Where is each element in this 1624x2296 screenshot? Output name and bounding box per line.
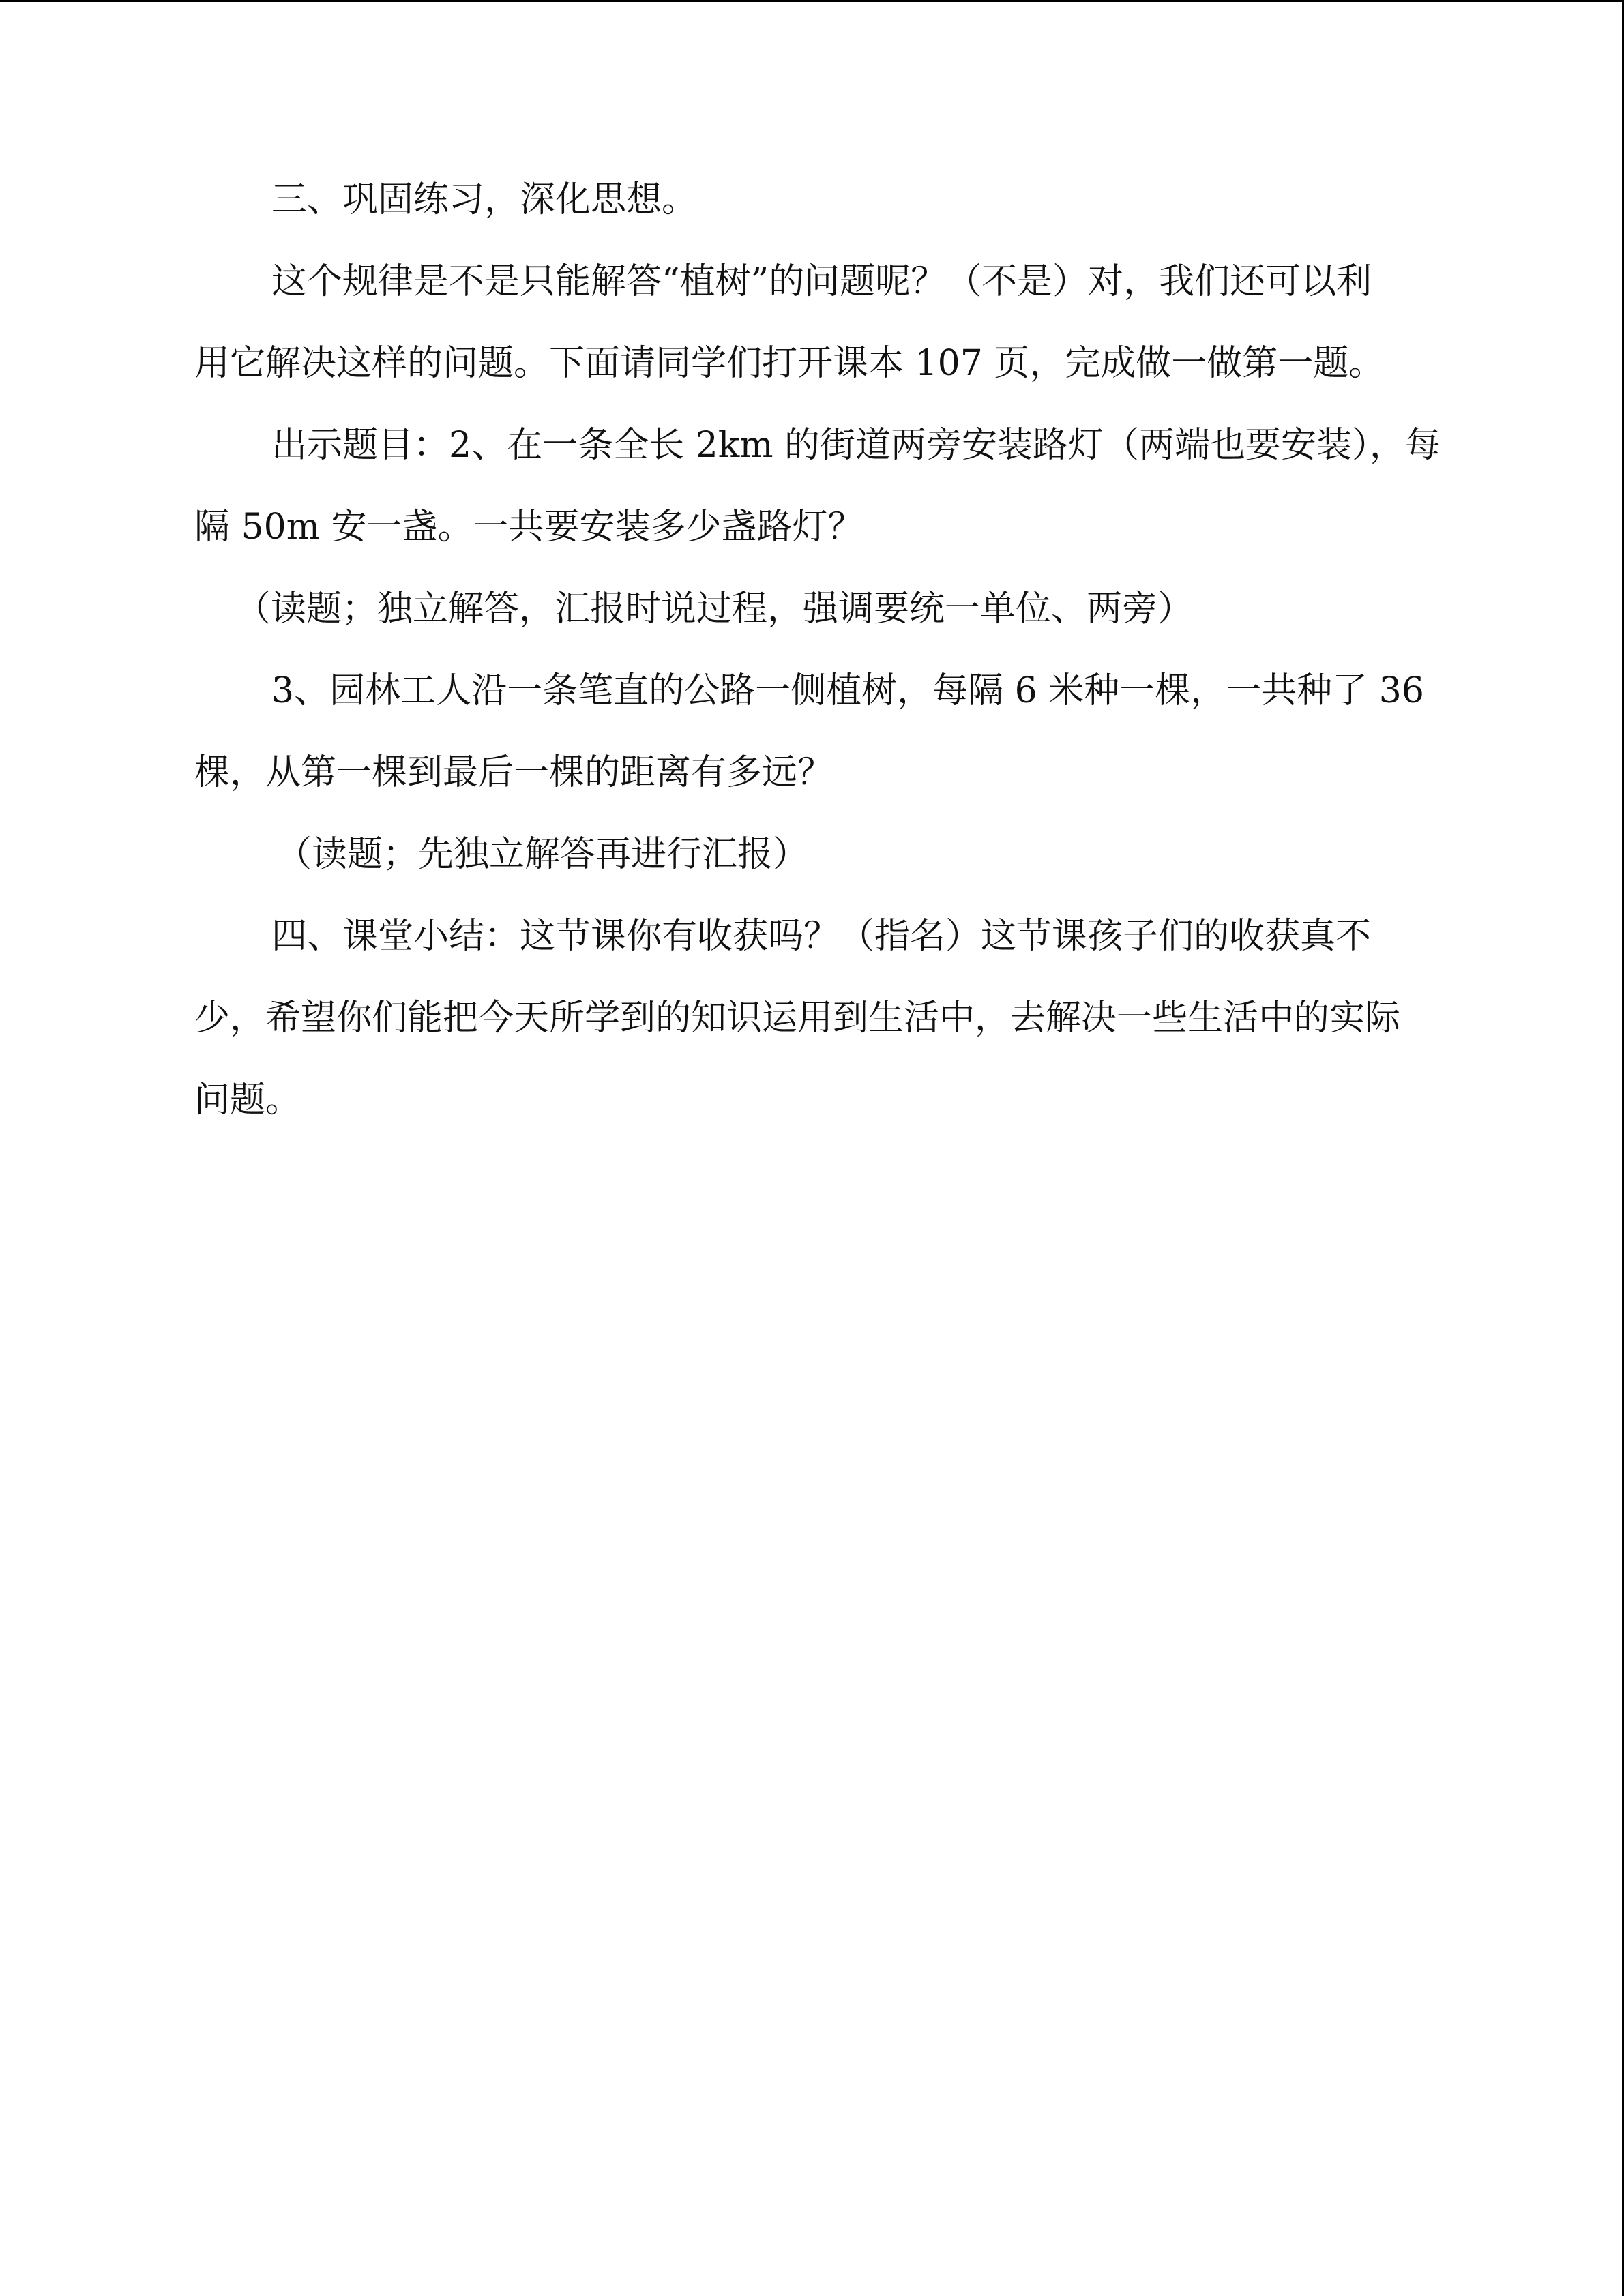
exercise-3-note: （读题；先独立解答再进行汇报）	[276, 834, 809, 875]
section-heading-consolidation: 三、巩固练习，深化思想。	[271, 179, 698, 220]
exercise-2-line: 出示题目：2、在一条全长 2km 的街道两旁安装路灯（两端也要安装），每	[271, 425, 1441, 466]
exercise-2-note: （读题；独立解答，汇报时说过程，强调要统一单位、两旁）	[235, 588, 1194, 629]
summary-line: 少，希望你们能把今天所学到的知识运用到生活中，去解决一些生活中的实际	[194, 998, 1401, 1039]
exercise-3-line: 3、园林工人沿一条笔直的公路一侧植树，每隔 6 米种一棵，一共种了 36	[271, 670, 1424, 711]
summary-line: 四、课堂小结：这节课你有收获吗？（指名）这节课孩子们的收获真不	[271, 916, 1372, 957]
paragraph-line: 这个规律是不是只能解答“植树”的问题呢？（不是）对，我们还可以利	[271, 261, 1372, 302]
paragraph-line: 用它解决这样的问题。下面请同学们打开课本 107 页，完成做一做第一题。	[194, 343, 1385, 384]
exercise-3-line: 棵，从第一棵到最后一棵的距离有多远？	[194, 752, 833, 793]
exercise-2-line: 隔 50m 安一盏。一共要安装多少盏路灯？	[194, 507, 863, 548]
summary-line: 问题。	[194, 1079, 301, 1120]
